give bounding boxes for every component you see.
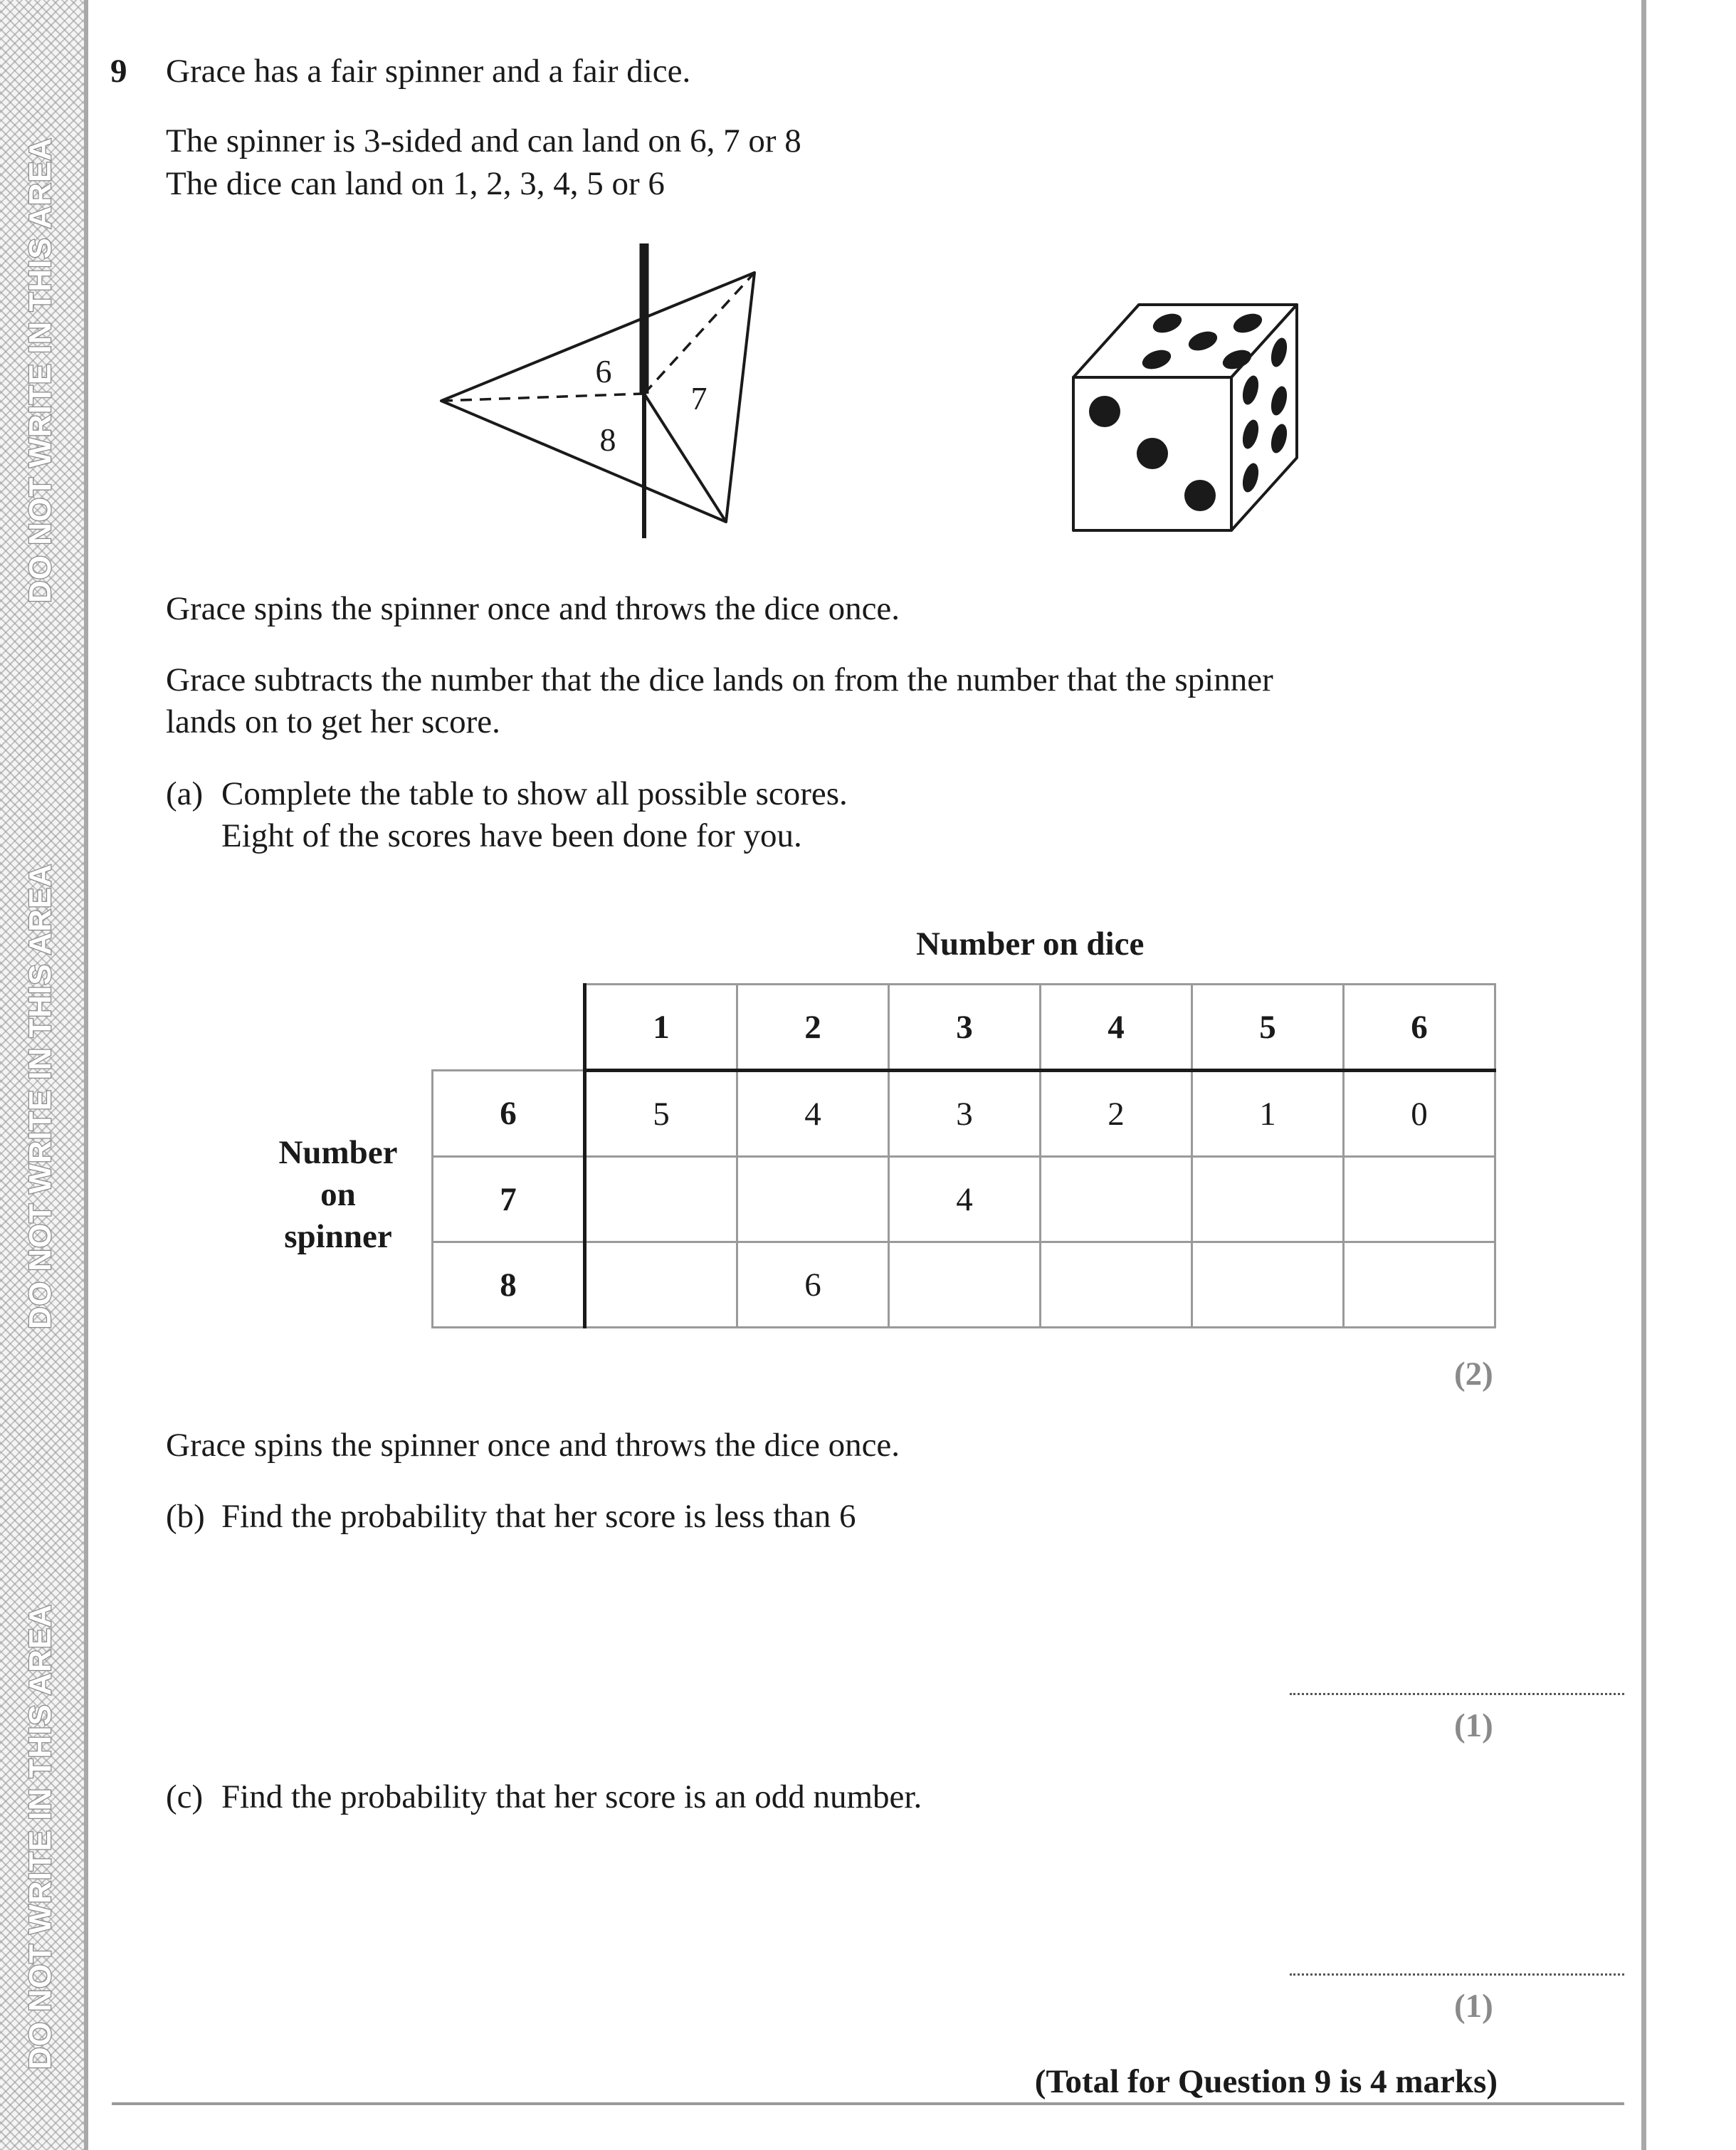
table-row-title — [242, 1132, 434, 1258]
spins-description-repeat: Grace spins the spinner once and throws the dice once. — [166, 1427, 900, 1464]
part-b-label: (b) — [166, 1498, 205, 1535]
score-table — [431, 983, 1496, 1328]
dice-number-header: 6 — [1344, 985, 1495, 1071]
table-header-row — [433, 985, 1495, 1071]
bottom-rule — [112, 2102, 1624, 2105]
table-row — [433, 1157, 1495, 1242]
dice-number-header: 2 — [737, 985, 889, 1071]
row-title-line: spinner — [284, 1218, 392, 1255]
part-a-marks: (2) — [1454, 1355, 1493, 1393]
part-a-instruction-line2: Eight of the scores have been done for you. — [221, 817, 802, 854]
question-total-marks: (Total for Question 9 is 4 marks) — [1034, 2063, 1498, 2100]
dice-illustration — [1061, 295, 1310, 541]
part-b-answer-line[interactable] — [1290, 1693, 1624, 1695]
score-cell[interactable] — [889, 1242, 1041, 1328]
spinner-face-label: 8 — [599, 421, 616, 458]
score-cell[interactable] — [1192, 1242, 1344, 1328]
dice-number-header: 5 — [1192, 985, 1344, 1071]
score-cell[interactable]: 1 — [1192, 1071, 1344, 1157]
spinner-face-label: 6 — [595, 353, 612, 389]
part-a-instruction-line1: Complete the table to show all possible scores. — [221, 775, 848, 812]
dice-number-header: 4 — [1041, 985, 1192, 1071]
row-title-line: on — [320, 1176, 356, 1213]
margin-border-line — [84, 0, 88, 2150]
part-a-label: (a) — [166, 775, 204, 812]
score-cell[interactable]: 2 — [1041, 1071, 1192, 1157]
score-cell[interactable]: 4 — [889, 1157, 1041, 1242]
dice-number-header: 3 — [889, 985, 1041, 1071]
table-column-title: Number on dice — [916, 925, 1145, 963]
score-cell[interactable] — [1344, 1157, 1495, 1242]
margin-warning-label: DO NOT WRITE IN THIS AREA — [23, 1603, 58, 2070]
part-c-question: Find the probability that her score is an odd number. — [221, 1778, 922, 1815]
spinner-number-header: 7 — [433, 1157, 585, 1242]
score-cell[interactable] — [1192, 1157, 1344, 1242]
spins-description: Grace spins the spinner once and throws the dice once. — [166, 590, 900, 627]
spinner-description: The spinner is 3-sided and can land on 6, 7 or 8 — [166, 122, 801, 159]
score-cell[interactable] — [737, 1157, 889, 1242]
spinner-number-header: 8 — [433, 1242, 585, 1328]
spinner-illustration — [427, 235, 783, 548]
score-cell[interactable]: 4 — [737, 1071, 889, 1157]
table-corner — [433, 985, 585, 1071]
subtract-description-line2: lands on to get her score. — [166, 703, 500, 740]
score-cell[interactable]: 3 — [889, 1071, 1041, 1157]
margin-warning-label: DO NOT WRITE IN THIS AREA — [23, 137, 58, 604]
dice-number-header: 1 — [585, 985, 737, 1071]
right-border-line — [1641, 0, 1646, 2150]
subtract-description-line1: Grace subtracts the number that the dice lands on from the number that the spinner — [166, 661, 1273, 698]
score-cell[interactable]: 6 — [737, 1242, 889, 1328]
table-row — [433, 1071, 1495, 1157]
dice-description: The dice can land on 1, 2, 3, 4, 5 or 6 — [166, 165, 665, 202]
part-c-answer-line[interactable] — [1290, 1973, 1624, 1976]
table-row — [433, 1242, 1495, 1328]
question-intro: Grace has a fair spinner and a fair dice. — [166, 53, 691, 90]
score-cell[interactable] — [585, 1242, 737, 1328]
score-cell[interactable] — [585, 1157, 737, 1242]
score-cell[interactable] — [1041, 1242, 1192, 1328]
part-b-question: Find the probability that her score is less than 6 — [221, 1498, 856, 1535]
question-number: 9 — [110, 53, 127, 90]
score-cell[interactable]: 5 — [585, 1071, 737, 1157]
part-c-marks: (1) — [1454, 1988, 1493, 2025]
spinner-number-header: 6 — [433, 1071, 585, 1157]
score-cell[interactable] — [1344, 1242, 1495, 1328]
score-cell[interactable] — [1041, 1157, 1192, 1242]
row-title-line: Number — [278, 1134, 398, 1171]
part-c-label: (c) — [166, 1778, 204, 1815]
part-b-marks: (1) — [1454, 1707, 1493, 1744]
spinner-face-label: 7 — [690, 380, 707, 416]
score-cell[interactable]: 0 — [1344, 1071, 1495, 1157]
margin-warning-label: DO NOT WRITE IN THIS AREA — [23, 863, 58, 1330]
